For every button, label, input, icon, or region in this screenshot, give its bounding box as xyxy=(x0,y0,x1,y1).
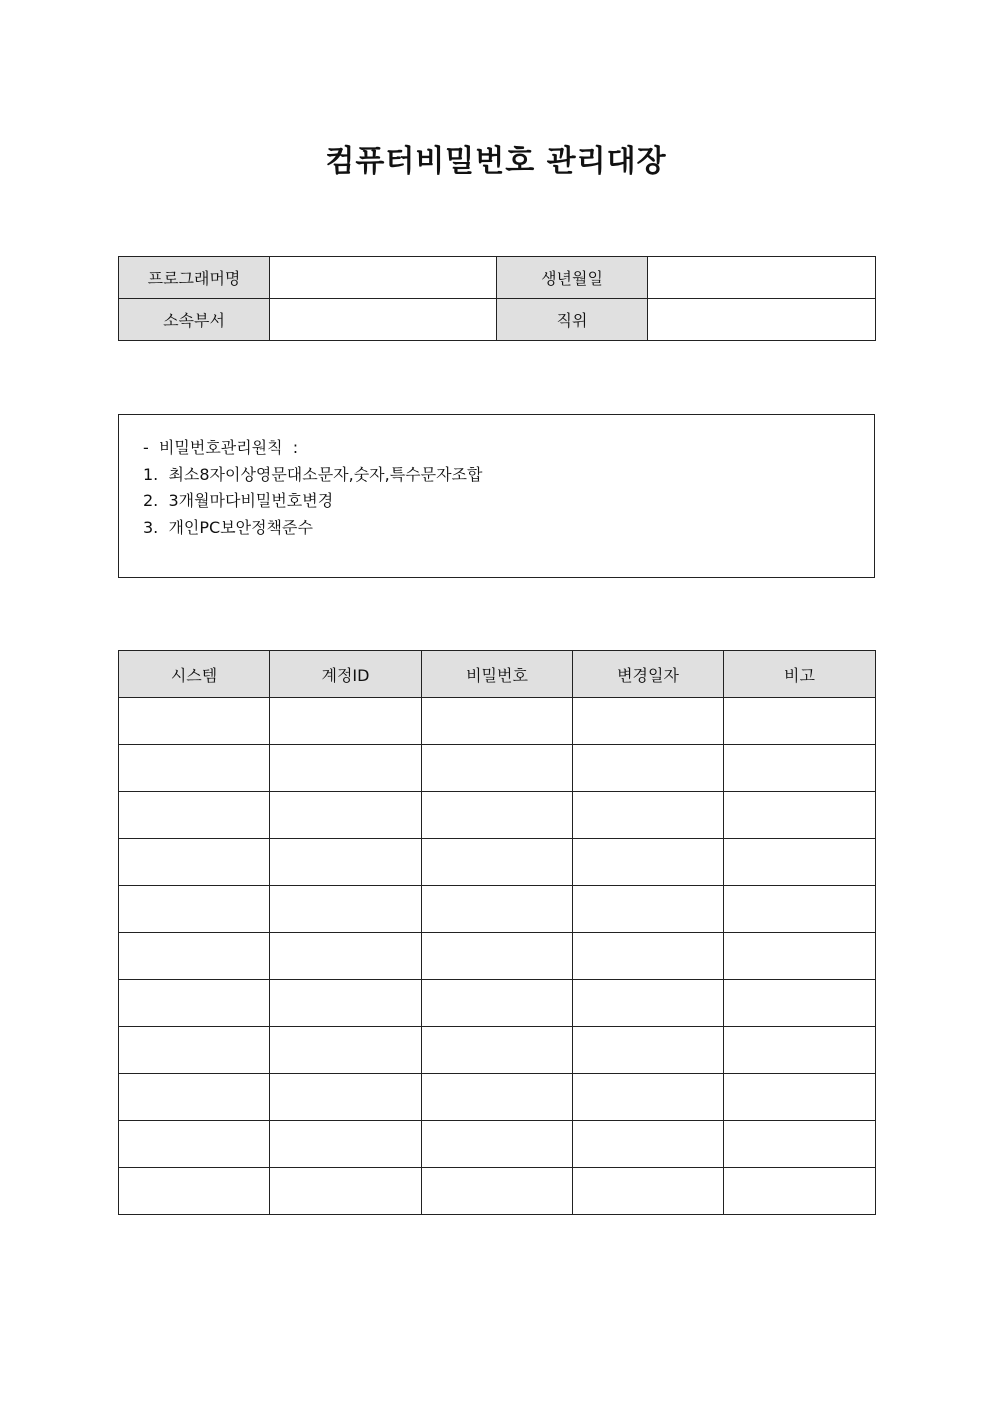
remarks-cell[interactable] xyxy=(724,933,876,980)
rules-heading: - 비밀번호관리원칙 : xyxy=(143,438,299,457)
remarks-cell[interactable] xyxy=(724,1074,876,1121)
password-rules-content xyxy=(119,415,874,561)
change-date-cell[interactable] xyxy=(573,1027,724,1074)
table-row xyxy=(119,745,876,792)
account-id-cell[interactable] xyxy=(270,792,422,839)
column-header-change-date: 변경일자 xyxy=(573,651,724,698)
system-cell[interactable] xyxy=(119,933,270,980)
account-id-cell[interactable] xyxy=(270,886,422,933)
remarks-cell[interactable] xyxy=(724,886,876,933)
remarks-cell[interactable] xyxy=(724,839,876,886)
page-title: 컴퓨터비밀번호 관리대장 xyxy=(325,144,667,179)
account-id-cell[interactable] xyxy=(270,839,422,886)
change-date-cell[interactable] xyxy=(573,980,724,1027)
remarks-cell[interactable] xyxy=(724,980,876,1027)
info-row xyxy=(119,257,876,299)
system-cell[interactable] xyxy=(119,745,270,792)
system-cell[interactable] xyxy=(119,980,270,1027)
password-cell[interactable] xyxy=(422,933,573,980)
birthdate-label: 생년월일 xyxy=(497,257,648,299)
password-cell[interactable] xyxy=(422,745,573,792)
change-date-cell[interactable] xyxy=(573,792,724,839)
password-cell[interactable] xyxy=(422,980,573,1027)
system-cell[interactable] xyxy=(119,1027,270,1074)
system-cell[interactable] xyxy=(119,1121,270,1168)
password-cell[interactable] xyxy=(422,839,573,886)
change-date-cell[interactable] xyxy=(573,1074,724,1121)
column-header-account-id: 계정ID xyxy=(270,651,422,698)
change-date-cell[interactable] xyxy=(573,698,724,745)
rule-item: 1. 최소8자이상영문대소문자,숫자,특수문자조합 xyxy=(143,464,483,484)
column-header-system: 시스템 xyxy=(119,651,270,698)
password-cell[interactable] xyxy=(422,886,573,933)
rule-item: 2. 3개월마다비밀번호변경 xyxy=(143,491,334,510)
info-row xyxy=(119,299,876,341)
account-id-cell[interactable] xyxy=(270,1168,422,1215)
change-date-cell[interactable] xyxy=(573,1121,724,1168)
system-cell[interactable] xyxy=(119,1074,270,1121)
password-cell[interactable] xyxy=(422,1121,573,1168)
table-header-row xyxy=(119,651,876,698)
system-cell[interactable] xyxy=(119,698,270,745)
remarks-cell[interactable] xyxy=(724,698,876,745)
department-label: 소속부서 xyxy=(119,299,270,341)
table-row xyxy=(119,1027,876,1074)
password-cell[interactable] xyxy=(422,1074,573,1121)
table-row xyxy=(119,886,876,933)
remarks-cell[interactable] xyxy=(724,1027,876,1074)
account-id-cell[interactable] xyxy=(270,1121,422,1168)
remarks-cell[interactable] xyxy=(724,1121,876,1168)
account-id-cell[interactable] xyxy=(270,1074,422,1121)
table-row xyxy=(119,933,876,980)
remarks-cell[interactable] xyxy=(724,745,876,792)
password-rules-box xyxy=(118,414,875,578)
system-cell[interactable] xyxy=(119,839,270,886)
account-id-cell[interactable] xyxy=(270,1027,422,1074)
account-id-cell[interactable] xyxy=(270,745,422,792)
system-cell[interactable] xyxy=(119,792,270,839)
password-log-table xyxy=(118,650,876,1215)
system-cell[interactable] xyxy=(119,1168,270,1215)
account-id-cell[interactable] xyxy=(270,980,422,1027)
account-id-cell[interactable] xyxy=(270,698,422,745)
department-field[interactable] xyxy=(270,299,497,341)
table-row xyxy=(119,1168,876,1215)
table-body xyxy=(119,698,876,1215)
column-header-remarks: 비고 xyxy=(724,651,876,698)
info-table xyxy=(118,256,876,341)
table-row xyxy=(119,792,876,839)
change-date-cell[interactable] xyxy=(573,745,724,792)
password-cell[interactable] xyxy=(422,1027,573,1074)
change-date-cell[interactable] xyxy=(573,886,724,933)
change-date-cell[interactable] xyxy=(573,933,724,980)
column-header-password: 비밀번호 xyxy=(422,651,573,698)
password-cell[interactable] xyxy=(422,698,573,745)
system-cell[interactable] xyxy=(119,886,270,933)
table-row xyxy=(119,1121,876,1168)
table-row xyxy=(119,698,876,745)
change-date-cell[interactable] xyxy=(573,839,724,886)
birthdate-field[interactable] xyxy=(648,257,876,299)
programmer-name-field[interactable] xyxy=(270,257,497,299)
remarks-cell[interactable] xyxy=(724,792,876,839)
password-cell[interactable] xyxy=(422,792,573,839)
change-date-cell[interactable] xyxy=(573,1168,724,1215)
table-row xyxy=(119,980,876,1027)
position-field[interactable] xyxy=(648,299,876,341)
table-row xyxy=(119,839,876,886)
table-row xyxy=(119,1074,876,1121)
programmer-name-label: 프로그래머명 xyxy=(119,257,270,299)
remarks-cell[interactable] xyxy=(724,1168,876,1215)
rule-item: 3. 개인PC보안정책준수 xyxy=(143,517,313,537)
password-cell[interactable] xyxy=(422,1168,573,1215)
position-label: 직위 xyxy=(497,299,648,341)
account-id-cell[interactable] xyxy=(270,933,422,980)
